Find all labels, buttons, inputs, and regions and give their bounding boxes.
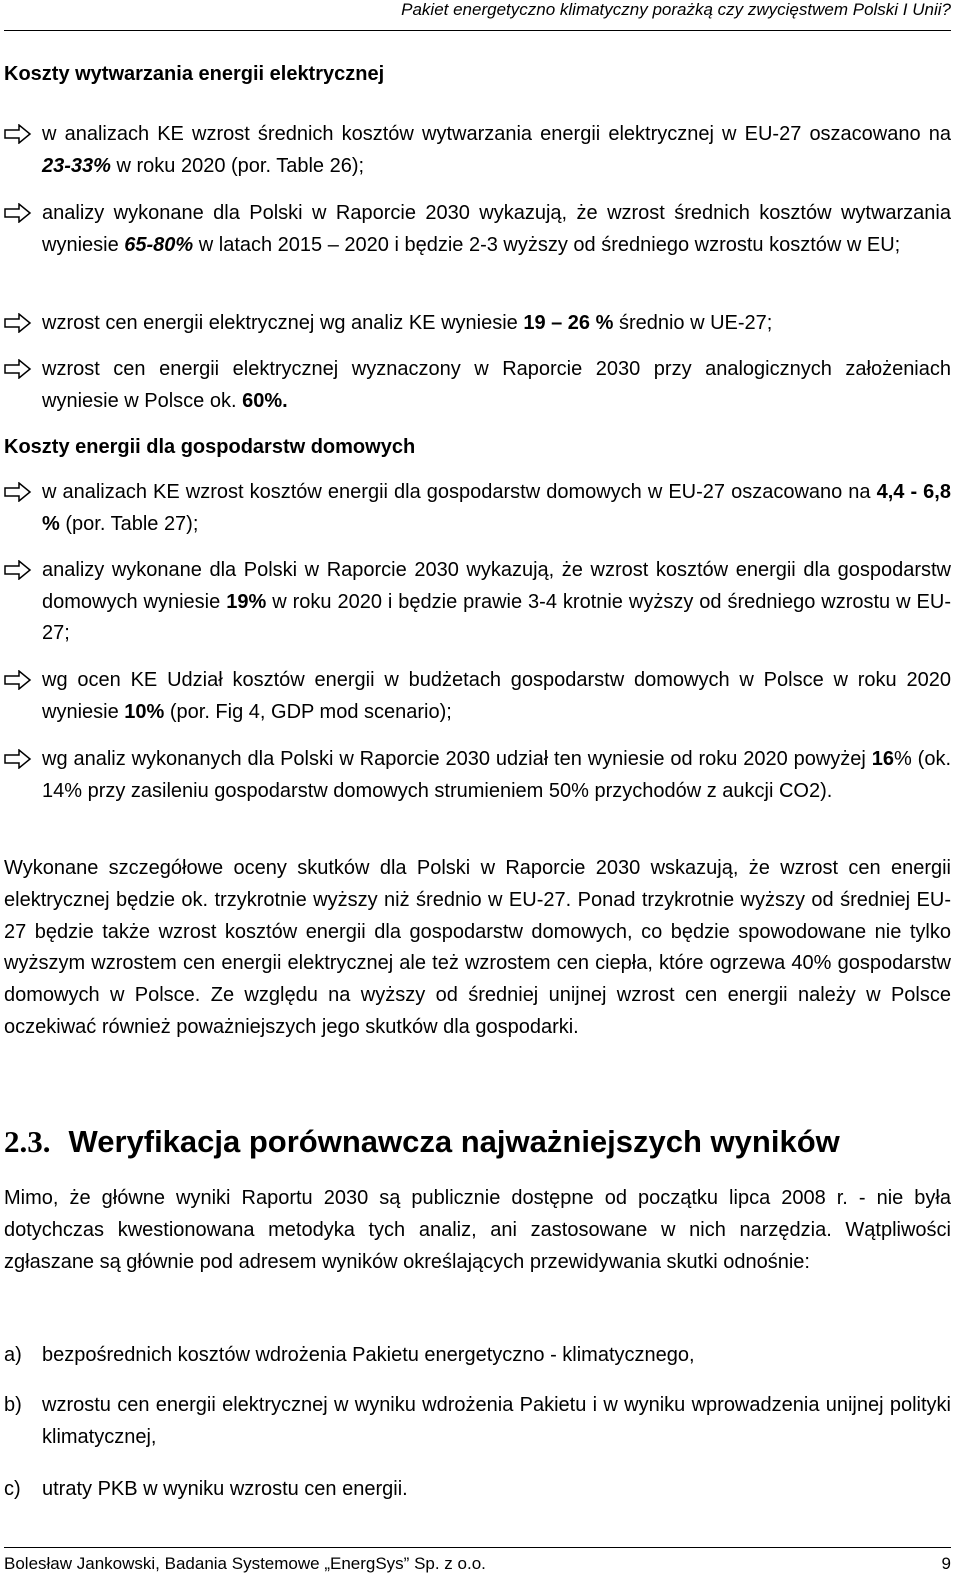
bullet-item	[4, 477, 951, 540]
summary-paragraph: Wykonane szczegółowe oceny skutków dla Polski w Raporcie 2030 wskazują, że wzrost cen energii elektrycznej będzie ok. trzykrotnie wyższy niż średnio w EU-27. Ponad trzykrotnie wyższy od średniej EU-27 będzie także wzrost kosztów energii dla gospodarstw domowych, co będzie spowodowane nie tylko wyższym wzrostem cen energii elektrycznej ale też wzrostem cen ciepła, które ogrzewa 40% gospodarstw domowych w Polsce. Ze względu na wyższy od średniej unijnej wzrost cen energii należy w Polsce oczekiwać również poważniejszych jego skutków dla gospodarki.	[4, 857, 951, 1038]
bullet-text: analizy wykonane dla Polski w Raporcie 2030 wykazują, że wzrost średnich kosztów wytwarzania wyniesie 65-80% w latach 2015 – 2020 i będzie 2-3 wyższy od średniego wzrostu kosztów w EU;	[42, 202, 951, 256]
bullet-item	[4, 308, 951, 340]
list-item	[4, 1390, 951, 1453]
bullet-text: wg ocen KE Udział kosztów energii w budżetach gospodarstw domowych w Polsce w roku 2020 wyniesie 10% (por. Fig 4, GDP mod scenario);	[42, 669, 951, 723]
list-item-text: utraty PKB w wyniku wzrostu cen energii.	[42, 1478, 408, 1500]
bullet-text: wzrost cen energii elektrycznej wyznaczony w Raporcie 2030 przy analogicznych założeniach wyniesie w Polsce ok. 60%.	[42, 358, 951, 412]
arrow-right-icon	[4, 749, 32, 769]
list-item	[4, 1474, 951, 1506]
arrow-right-icon	[4, 670, 32, 690]
bullet-text: w analizach KE wzrost średnich kosztów wytwarzania energii elektrycznej w EU-27 oszacowano na 23-33% w roku 2020 (por. Table 26);	[42, 123, 951, 177]
section-heading-generation-costs: Koszty wytwarzania energii elektrycznej	[4, 63, 385, 85]
header-title: Pakiet energetyczno klimatyczny porażką czy zwycięstwem Polski I Unii?	[401, 0, 951, 19]
list-item-text: bezpośrednich kosztów wdrożenia Pakietu energetyczno - klimatycznego,	[42, 1344, 695, 1366]
bullet-text: w analizach KE wzrost kosztów energii dla gospodarstw domowych w EU-27 oszacowano na 4,4 - 6,8 % (por. Table 27);	[42, 481, 951, 535]
arrow-right-icon	[4, 203, 32, 223]
bullet-item	[4, 555, 951, 650]
bullet-item	[4, 354, 951, 417]
bullet-item	[4, 119, 951, 182]
arrow-right-icon	[4, 560, 32, 580]
section-number: 2.3.	[4, 1124, 51, 1159]
list-item-label: a)	[4, 1344, 22, 1366]
list-item-label: c)	[4, 1478, 21, 1500]
intro-paragraph: Mimo, że główne wyniki Raportu 2030 są publicznie dostępne od początku lipca 2008 r. - nie była dotychczas kwestionowana metodyka tych analiz, ani zastosowane w nich narzędzia. Wątpliwości zgłaszane są głównie pod adresem wyników określających przewidywania skutki odnośnie:	[4, 1187, 951, 1273]
bullet-item	[4, 198, 951, 261]
arrow-right-icon	[4, 313, 32, 333]
section-heading-household-costs: Koszty energii dla gospodarstw domowych	[4, 436, 416, 458]
bullet-text: wg analiz wykonanych dla Polski w Raporcie 2030 udział ten wyniesie od roku 2020 powyżej 16% (ok. 14% przy zasileniu gospodarstw domowych strumieniem 50% przychodów z aukcji CO2).	[42, 748, 952, 802]
bullet-item	[4, 665, 951, 728]
list-item-label: b)	[4, 1394, 22, 1416]
list-item	[4, 1340, 951, 1372]
list-item-text: wzrostu cen energii elektrycznej w wyniku wdrożenia Pakietu i w wyniku wprowadzenia unijnej polityki klimatycznej,	[42, 1394, 951, 1448]
bullet-item	[4, 744, 951, 807]
page-footer	[4, 1547, 951, 1576]
arrow-right-icon	[4, 124, 32, 144]
page-number: 9	[941, 1554, 951, 1573]
section-title	[4, 1124, 840, 1160]
bullet-text: wzrost cen energii elektrycznej wg analiz KE wyniesie 19 – 26 % średnio w UE-27;	[42, 312, 773, 334]
page-header	[4, 0, 951, 31]
footer-author: Bolesław Jankowski, Badania Systemowe „EnergSys” Sp. z o.o.	[4, 1554, 486, 1573]
arrow-right-icon	[4, 482, 32, 502]
bullet-text: analizy wykonane dla Polski w Raporcie 2030 wykazują, że wzrost kosztów energii dla gospodarstw domowych wyniesie 19% w roku 2020 i będzie prawie 3-4 krotnie wyższy od średniego wzrostu w EU-27;	[42, 559, 951, 644]
arrow-right-icon	[4, 359, 32, 379]
section-title-text: Weryfikacja porównawcza najważniejszych wyników	[68, 1124, 840, 1159]
